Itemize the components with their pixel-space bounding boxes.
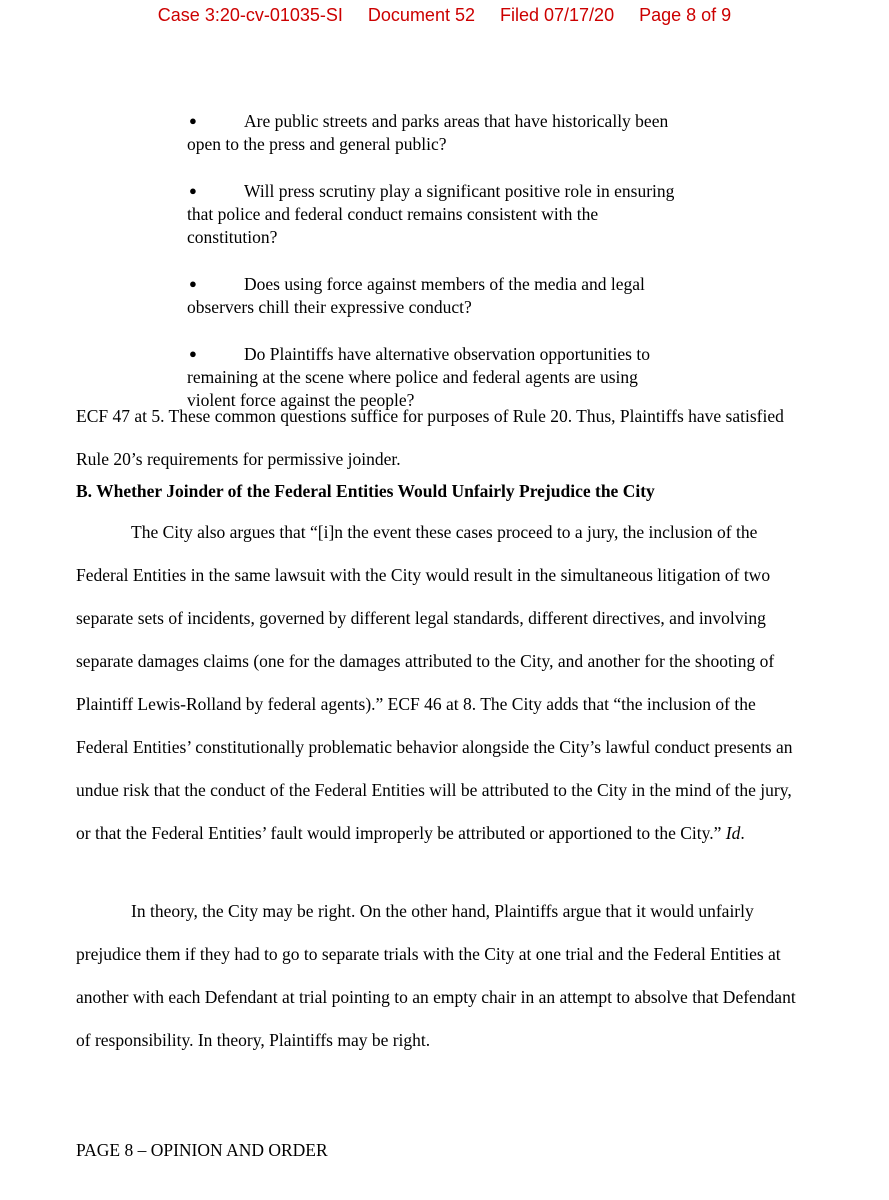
bullet-icon: ● (189, 346, 197, 361)
paragraph-rule-20: ECF 47 at 5. These common questions suffice for purposes of Rule 20. Thus, Plaintiffs have satisfied Rule 20’s requirements for permissive joinder. (76, 406, 784, 469)
bullet-icon: ● (189, 113, 197, 128)
section-heading: B. Whether Joinder of the Federal Entities Would Unfairly Prejudice the City (76, 481, 655, 501)
bullet-icon: ● (189, 183, 197, 198)
citation-id: Id (725, 823, 741, 843)
list-item: ● Are public streets and parks areas that have historically been open to the press and general public? (187, 111, 669, 154)
paragraph-in-theory: In theory, the City may be right. On the other hand, Plaintiffs argue that it would unfairly prejudice them if they had to go to separate trials with the City at one trial and the Federal Entities at another with each Defendant at trial pointing to an empty chair in an attempt to absolve that Defendant of responsibility. In theory, Plaintiffs may be right. (76, 901, 796, 1050)
page-number: Page 8 of 9 (639, 5, 732, 25)
page-footer: PAGE 8 – OPINION AND ORDER (76, 1140, 328, 1160)
list-item: ● Will press scrutiny play a significant positive role in ensuring that police and federal conduct remains consistent with the constitution? (187, 181, 675, 247)
bullet-icon: ● (189, 276, 197, 291)
filed-date: Filed 07/17/20 (500, 5, 615, 25)
document-number: Document 52 (367, 5, 475, 25)
paragraph-city-argument: The City also argues that “[i]n the event these cases proceed to a jury, the inclusion of the Federal Entities in the same lawsuit with the City would result in the simultaneous litigation of two separate sets of incidents, governed by different legal standards, different directives, and involving separate damages claims (one for the damages attributed to the City, and another for the shooting of Plaintiff Lewis-Rolland by federal agents).” ECF 46 at 8. The City adds that “the inclusion of the Federal Entities’ constitutionally problematic behavior alongside the City’s lawful conduct presents an undue risk that the conduct of the Federal Entities will be attributed to the City in the mind of the jury, or that the Federal Entities’ fault would improperly be attributed or apportioned to the City.” Id. (76, 522, 793, 843)
case-header (0, 4, 889, 26)
case-number: Case 3:20-cv-01035-SI (157, 5, 343, 25)
list-item: ● Do Plaintiffs have alternative observation opportunities to remaining at the scene where police and federal agents are using violent force against the people? (187, 344, 650, 410)
list-item: ● Does using force against members of the media and legal observers chill their expressive conduct? (187, 274, 645, 317)
question-list (187, 109, 687, 435)
